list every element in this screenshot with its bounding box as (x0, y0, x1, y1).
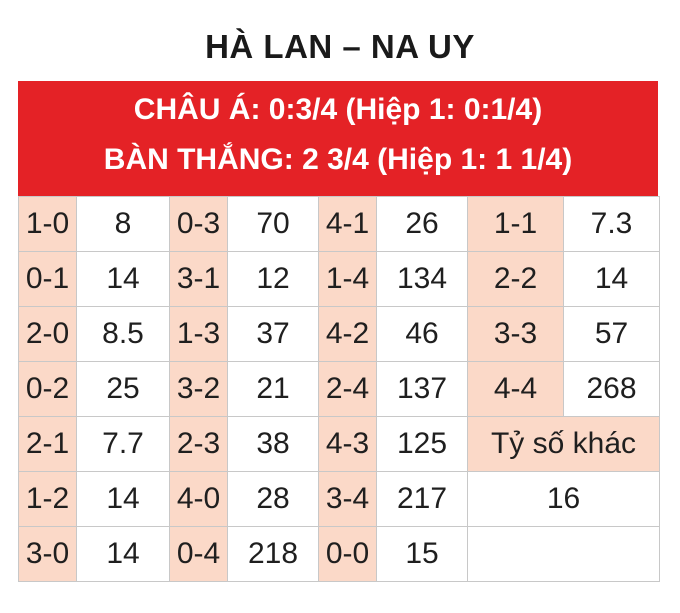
odds-cell: 26 (377, 197, 468, 252)
table-row (19, 252, 660, 307)
odds-cell: 57 (564, 307, 660, 362)
table-row (19, 197, 660, 252)
odds-cell: 38 (228, 417, 319, 472)
score-cell: 4-3 (319, 417, 377, 472)
odds-cell: 137 (377, 362, 468, 417)
score-cell: 0-0 (319, 527, 377, 582)
odds-cell: 14 (77, 472, 170, 527)
odds-cell: 134 (377, 252, 468, 307)
score-cell: 1-1 (468, 197, 564, 252)
score-cell: 1-2 (19, 472, 77, 527)
match-title: HÀ LAN – NA UY (205, 28, 475, 65)
odds-cell: 8 (77, 197, 170, 252)
score-cell: 2-0 (19, 307, 77, 362)
correct-score-table (18, 196, 660, 582)
score-cell: 2-2 (468, 252, 564, 307)
other-scores-value: 16 (468, 472, 660, 527)
odds-cell: 217 (377, 472, 468, 527)
table-row (19, 472, 660, 527)
score-cell: 3-1 (170, 252, 228, 307)
odds-cell: 8.5 (77, 307, 170, 362)
score-cell: 2-1 (19, 417, 77, 472)
score-cell: 1-4 (319, 252, 377, 307)
odds-cell: 14 (77, 527, 170, 582)
score-cell: 2-4 (319, 362, 377, 417)
odds-cell: 12 (228, 252, 319, 307)
table-row (19, 527, 660, 582)
odds-cell: 7.7 (77, 417, 170, 472)
odds-cell: 28 (228, 472, 319, 527)
odds-cell: 268 (564, 362, 660, 417)
score-cell: 4-4 (468, 362, 564, 417)
score-cell: 2-3 (170, 417, 228, 472)
score-cell: 4-0 (170, 472, 228, 527)
odds-cell: 37 (228, 307, 319, 362)
asian-handicap-line: CHÂU Á: 0:3/4 (Hiệp 1: 0:1/4) (133, 93, 543, 126)
score-cell: 3-4 (319, 472, 377, 527)
table-row (19, 307, 660, 362)
score-cell: 4-1 (319, 197, 377, 252)
odds-cell: 14 (564, 252, 660, 307)
table-row (19, 362, 660, 417)
score-cell: 4-2 (319, 307, 377, 362)
empty-cell (468, 527, 660, 582)
odds-cell: 218 (228, 527, 319, 582)
odds-cell: 25 (77, 362, 170, 417)
odds-cell: 125 (377, 417, 468, 472)
odds-cell: 7.3 (564, 197, 660, 252)
table-row (19, 417, 660, 472)
odds-cell: 21 (228, 362, 319, 417)
score-cell: 0-3 (170, 197, 228, 252)
score-cell: 0-2 (19, 362, 77, 417)
odds-banner (18, 81, 658, 196)
score-cell: 0-1 (19, 252, 77, 307)
score-cell: 1-3 (170, 307, 228, 362)
score-cell: 1-0 (19, 197, 77, 252)
score-cell: 3-2 (170, 362, 228, 417)
odds-cell: 14 (77, 252, 170, 307)
score-cell: 3-0 (19, 527, 77, 582)
goals-line: BÀN THẮNG: 2 3/4 (Hiệp 1: 1 1/4) (103, 143, 573, 176)
odds-cell: 15 (377, 527, 468, 582)
odds-cell: 70 (228, 197, 319, 252)
odds-cell: 46 (377, 307, 468, 362)
other-scores-label: Tỷ số khác (468, 417, 660, 472)
score-cell: 0-4 (170, 527, 228, 582)
score-cell: 3-3 (468, 307, 564, 362)
